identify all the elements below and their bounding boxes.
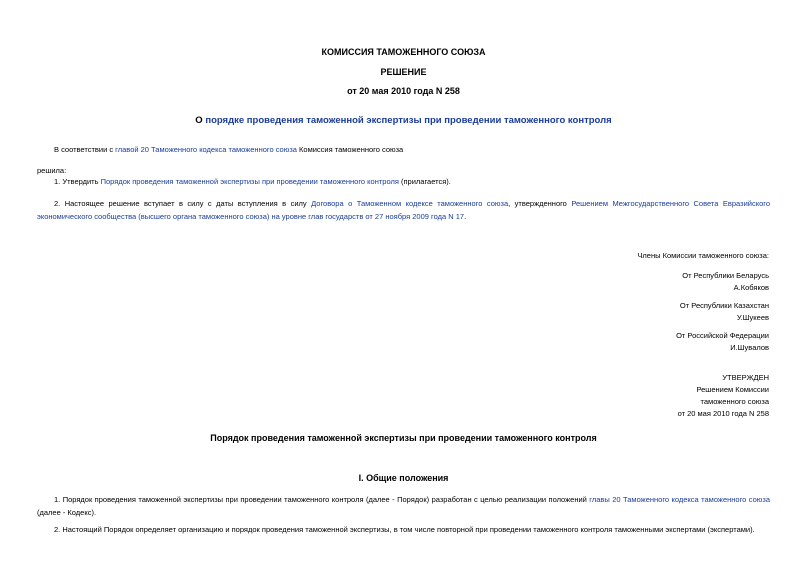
item-2-suffix: . xyxy=(464,212,467,221)
approval-stamp xyxy=(678,372,769,420)
preamble xyxy=(54,145,403,154)
procedure-p1-suffix: (далее - Кодекс). xyxy=(37,508,97,517)
approved-line-3: таможенного союза xyxy=(700,397,769,406)
belarus-name: А.Кобяков xyxy=(733,283,769,292)
decision-title-prefix: О xyxy=(195,115,206,126)
item-1 xyxy=(54,177,451,186)
item-1-procedure-link[interactable]: Порядок проведения таможенной экспертизы при проведении таможенного контроля xyxy=(100,177,399,186)
belarus-label: От Республики Беларусь xyxy=(682,271,769,280)
procedure-p1-prefix: 1. Порядок проведения таможенной экспертизы при проведении таможенного контроля (далее - Порядок) разработан с целью реализации положений xyxy=(54,495,590,504)
russia-label: От Российской Федерации xyxy=(676,331,769,340)
preamble-chapter-link[interactable]: главой 20 Таможенного кодекса таможенного союза xyxy=(115,145,297,154)
section-1-heading: I. Общие положения xyxy=(358,473,449,483)
preamble-prefix: В соответствии с xyxy=(54,145,116,154)
signature-kazakhstan xyxy=(680,300,769,324)
procedure-paragraph-1 xyxy=(37,493,770,519)
kazakhstan-name: У.Шукеев xyxy=(736,313,769,322)
doc-type-heading: РЕШЕНИЕ xyxy=(380,67,427,77)
item-1-suffix: (прилагается). xyxy=(398,177,451,186)
procedure-title: Порядок проведения таможенной экспертизы при проведении таможенного контроля xyxy=(210,433,597,443)
signature-russia xyxy=(676,330,769,354)
item-2 xyxy=(37,197,770,223)
decision-title-link[interactable]: порядке проведения таможенной экспертизы при проведении таможенного контроля xyxy=(205,115,612,126)
org-heading: КОМИССИЯ ТАМОЖЕННОГО СОЮЗА xyxy=(321,47,486,57)
kazakhstan-label: От Республики Казахстан xyxy=(679,301,769,310)
decided-label: решила: xyxy=(37,166,67,175)
item-2-treaty-link[interactable]: Договора о Таможенном кодексе таможенного союза xyxy=(311,199,509,208)
signature-belarus xyxy=(682,270,769,294)
approved-line-1: УТВЕРЖДЕН xyxy=(722,373,769,382)
item-1-prefix: 1. Утвердить xyxy=(54,177,101,186)
item-2-resolution-link[interactable]: Решением Межгосударственного Совета Евразийского экономического сообщества (высшего органа таможенного союза) на уровне глав государств от 27 ноября 2009 года N 17 xyxy=(37,199,770,221)
decision-date-number: от 20 мая 2010 года N 258 xyxy=(347,86,460,96)
approved-line-4: от 20 мая 2010 года N 258 xyxy=(677,409,769,418)
russia-name: И.Шувалов xyxy=(730,343,769,352)
procedure-p1-chapter-link[interactable]: главы 20 Таможенного кодекса таможенного союза xyxy=(589,495,770,504)
approved-line-2: Решением Комиссии xyxy=(696,385,769,394)
members-label: Члены Комиссии таможенного союза: xyxy=(637,251,769,260)
procedure-paragraph-2: 2. Настоящий Порядок определяет организацию и порядок проведения таможенной экспертизы, в том числе повторной при проведении таможенного контроля таможенными экспертами (экспертами). xyxy=(54,525,755,534)
item-2-mid: , утвержденного xyxy=(508,199,572,208)
preamble-suffix: Комиссия таможенного союза xyxy=(296,145,404,154)
item-2-prefix: 2. Настоящее решение вступает в силу с даты вступления в силу xyxy=(54,199,312,208)
decision-title xyxy=(0,115,807,126)
